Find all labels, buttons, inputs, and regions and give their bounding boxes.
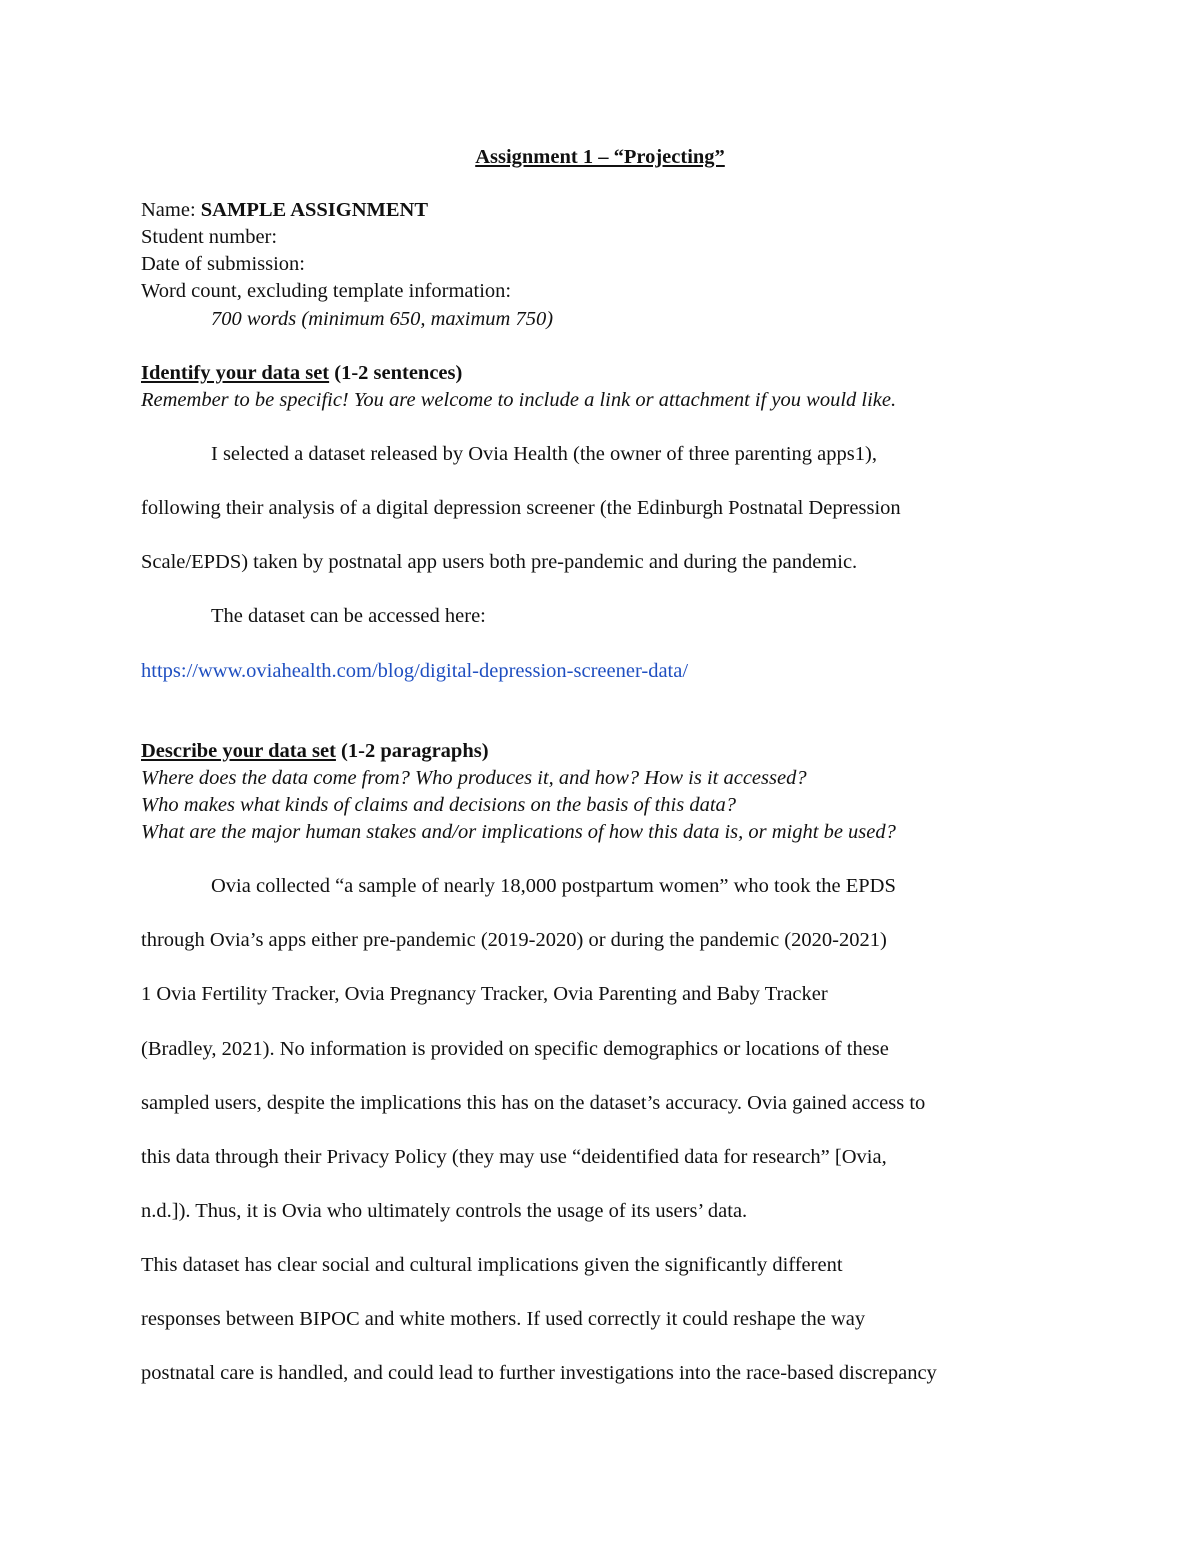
name-label: Name:: [141, 199, 201, 221]
footnote-line: 1 Ovia Fertility Tracker, Ovia Pregnancy Tracker, Ovia Parenting and Baby Tracker: [141, 983, 828, 1005]
word-count-value: 700 words (minimum 650, maximum 750): [211, 308, 554, 330]
document-title: Assignment 1 – “Projecting”: [475, 146, 725, 168]
section2-line: responses between BIPOC and white mothers. If used correctly it could reshape the way: [141, 1308, 866, 1330]
section2-heading-note: (1-2 paragraphs): [335, 740, 489, 762]
section2-prompt: Where does the data come from? Who produces it, and how? How is it accessed?: [141, 767, 807, 789]
section1-line: following their analysis of a digital depression screener (the Edinburgh Postnatal Depression: [141, 497, 901, 519]
section2-prompt: What are the major human stakes and/or implications of how this data is, or might be used?: [141, 821, 896, 843]
section1-line: Scale/EPDS) taken by postnatal app users both pre-pandemic and during the pandemic.: [141, 551, 858, 573]
section2-line: sampled users, despite the implications this has on the dataset’s accuracy. Ovia gained access to: [141, 1092, 926, 1114]
section2-line: this data through their Privacy Policy (they may use “deidentified data for research” [Ovia,: [141, 1146, 887, 1168]
section2-line: n.d.]). Thus, it is Ovia who ultimately controls the usage of its users’ data.: [141, 1200, 748, 1222]
word-count-label: Word count, excluding template information:: [141, 280, 512, 302]
section2-heading: [141, 738, 489, 764]
section2-heading-text: Describe your data set: [141, 740, 336, 762]
section1-heading: [141, 360, 462, 386]
section1-prompt: Remember to be specific! You are welcome to include a link or attachment if you would like.: [141, 389, 897, 411]
section2-line: (Bradley, 2021). No information is provided on specific demographics or locations of these: [141, 1038, 889, 1060]
section2-line: Ovia collected “a sample of nearly 18,000 postpartum women” who took the EPDS: [211, 875, 896, 897]
section1-heading-note: (1-2 sentences): [329, 362, 463, 384]
name-field: [141, 197, 428, 223]
dataset-access-line: The dataset can be accessed here:: [211, 605, 486, 627]
section2-line: through Ovia’s apps either pre-pandemic (2019-2020) or during the pandemic (2020-2021): [141, 929, 887, 951]
dataset-link[interactable]: https://www.oviahealth.com/blog/digital-depression-screener-data/: [141, 660, 689, 682]
section2-prompt: Who makes what kinds of claims and decisions on the basis of this data?: [141, 794, 737, 816]
student-number-field: Student number:: [141, 226, 278, 248]
section1-line: I selected a dataset released by Ovia Health (the owner of three parenting apps1),: [211, 443, 877, 465]
section1-heading-text: Identify your data set: [141, 362, 330, 384]
name-value: SAMPLE ASSIGNMENT: [200, 199, 429, 221]
date-of-submission-field: Date of submission:: [141, 253, 305, 275]
section2-line: This dataset has clear social and cultural implications given the significantly different: [141, 1254, 843, 1276]
section2-line: postnatal care is handled, and could lead to further investigations into the race-based discrepancy: [141, 1362, 937, 1384]
